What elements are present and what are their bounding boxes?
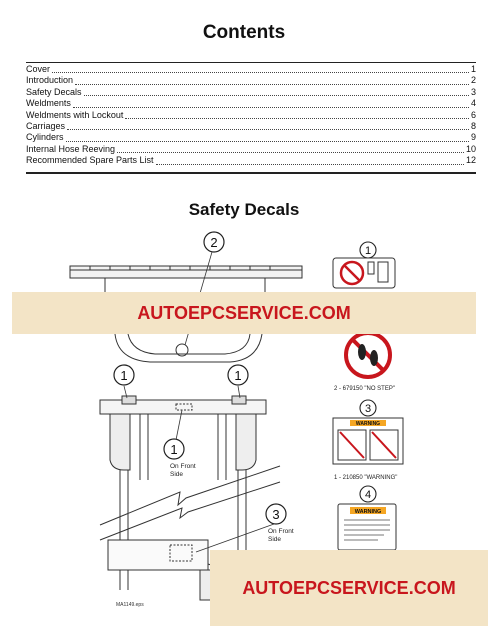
warning-label: WARNING bbox=[354, 509, 382, 515]
decal-callout-4: 4 bbox=[364, 489, 372, 501]
toc-entry[interactable] bbox=[26, 87, 476, 98]
callout-1-front: 1 bbox=[170, 442, 178, 457]
on-front-side-label: Side bbox=[268, 536, 282, 543]
toc-entry-page: 4 bbox=[470, 98, 476, 109]
decal-3-caption: 1 - 210850 "WARNING" bbox=[334, 475, 398, 481]
callout-1-right: 1 bbox=[234, 368, 242, 383]
toc-entry-title: Weldments bbox=[26, 98, 71, 109]
callout-3-front: 3 bbox=[272, 507, 280, 522]
toc-entry-page: 12 bbox=[465, 155, 476, 166]
warning-decal-3 bbox=[333, 418, 403, 464]
contents-title: Contents bbox=[202, 22, 286, 43]
toc-entry-page: 1 bbox=[470, 63, 476, 74]
toc-entry-title: Weldments with Lockout bbox=[26, 109, 124, 120]
on-front-side-label: On Front bbox=[170, 463, 196, 470]
toc-entry[interactable] bbox=[26, 64, 476, 75]
table-of-contents bbox=[26, 64, 476, 167]
toc-entry-page: 10 bbox=[465, 143, 476, 154]
toc-entry-title: Safety Decals bbox=[26, 86, 82, 97]
on-front-side-label: On Front bbox=[268, 528, 294, 535]
decal-1 bbox=[333, 258, 395, 288]
watermark-banner: AUTOEPCSERVICE.COM bbox=[12, 292, 476, 334]
toc-entry[interactable] bbox=[26, 144, 476, 155]
toc-entry-page: 6 bbox=[470, 109, 476, 120]
toc-entry-page: 2 bbox=[470, 75, 476, 86]
decal-2-caption: 2 - 679150 "NO STEP" bbox=[334, 386, 395, 392]
toc-entry-title: Cylinders bbox=[26, 132, 64, 143]
watermark-banner: AUTOEPCSERVICE.COM bbox=[210, 550, 488, 626]
callout-2: 2 bbox=[210, 235, 218, 250]
toc-entry-title: Internal Hose Reeving bbox=[26, 143, 116, 154]
safety-decals-title: Safety Decals bbox=[188, 200, 300, 219]
toc-entry[interactable] bbox=[26, 132, 476, 143]
decal-callout-3: 3 bbox=[364, 403, 372, 415]
toc-entry-title: Introduction bbox=[26, 75, 74, 86]
toc-entry[interactable] bbox=[26, 121, 476, 132]
callout-1-left: 1 bbox=[120, 368, 128, 383]
toc-entry[interactable] bbox=[26, 110, 476, 121]
toc-bottom-rule bbox=[26, 172, 476, 174]
toc-entry[interactable] bbox=[26, 155, 476, 166]
toc-entry-title: Cover bbox=[26, 63, 51, 74]
toc-entry-title: Recommended Spare Parts List bbox=[26, 155, 154, 166]
toc-top-rule bbox=[26, 62, 476, 63]
warning-label: WARNING bbox=[355, 421, 381, 427]
warning-decal-4 bbox=[338, 504, 396, 550]
toc-entry-page: 8 bbox=[470, 120, 476, 131]
on-front-side-label: Side bbox=[170, 471, 184, 478]
decal-callout-1: 1 bbox=[364, 245, 372, 257]
toc-entry[interactable] bbox=[26, 98, 476, 109]
figure-id: MA1149.eps bbox=[116, 602, 144, 608]
toc-entry-title: Carriages bbox=[26, 120, 66, 131]
toc-entry-page: 9 bbox=[470, 132, 476, 143]
no-step-decal bbox=[346, 333, 390, 377]
toc-entry[interactable] bbox=[26, 75, 476, 86]
toc-entry-page: 3 bbox=[470, 86, 476, 97]
